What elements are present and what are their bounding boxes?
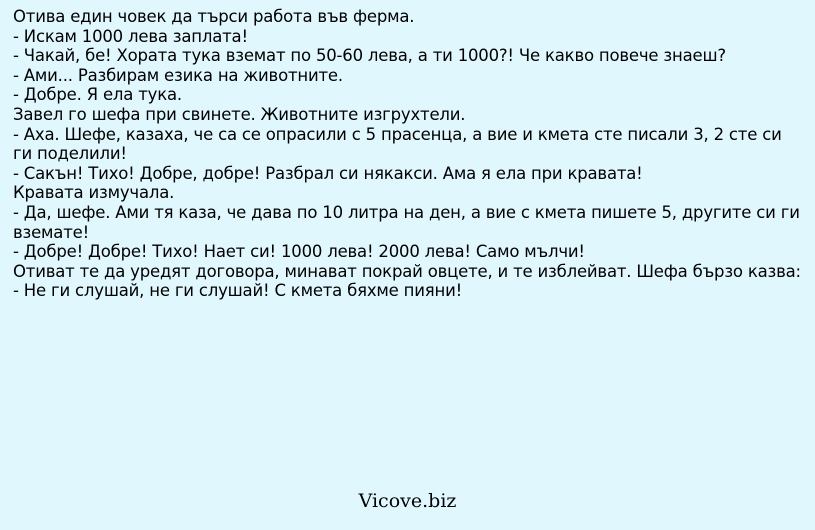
- joke-line-13: - Не ги слушай, не ги слушай! С кмета бяхме пияни!: [13, 281, 463, 301]
- joke-line-8: - Сакън! Тихо! Добре, добре! Разбрал си някакси. Ама я ела при кравата!: [13, 163, 643, 183]
- joke-line-3: - Чакай, бе! Хората тука вземат по 50-60 лева, а ти 1000?! Че какво повече знаеш?: [13, 46, 726, 66]
- joke-line-5: - Добре. Я ела тука.: [13, 85, 182, 105]
- joke-line-10: - Да, шефе. Ами тя каза, че дава по 10 литра на ден, а вие с кмета пишете 5, другите си ги вземате!: [13, 202, 800, 242]
- joke-line-9: Кравата измучала.: [13, 183, 175, 203]
- joke-text: [13, 7, 803, 301]
- site-watermark: Vicove.biz: [358, 490, 457, 512]
- joke-line-4: - Ами... Разбирам езика на животните.: [13, 65, 343, 85]
- joke-line-6: Завел го шефа при свинете. Животните изгрухтели.: [13, 104, 466, 124]
- joke-line-2: - Искам 1000 лева заплата!: [13, 26, 248, 46]
- joke-line-7: - Аха. Шефе, казаха, че са се опрасили с 5 прасенца, а вие и кмета сте писали 3, 2 сте си ги поделили!: [13, 124, 782, 164]
- joke-line-12: Отиват те да уредят договора, минават покрай овцете, и те изблейват. Шефа бързо казва:: [13, 261, 801, 281]
- joke-line-1: Отива един човек да търси работа във ферма.: [13, 7, 415, 26]
- joke-line-11: - Добре! Добре! Тихо! Нает си! 1000 лева! 2000 лева! Само мълчи!: [13, 242, 585, 262]
